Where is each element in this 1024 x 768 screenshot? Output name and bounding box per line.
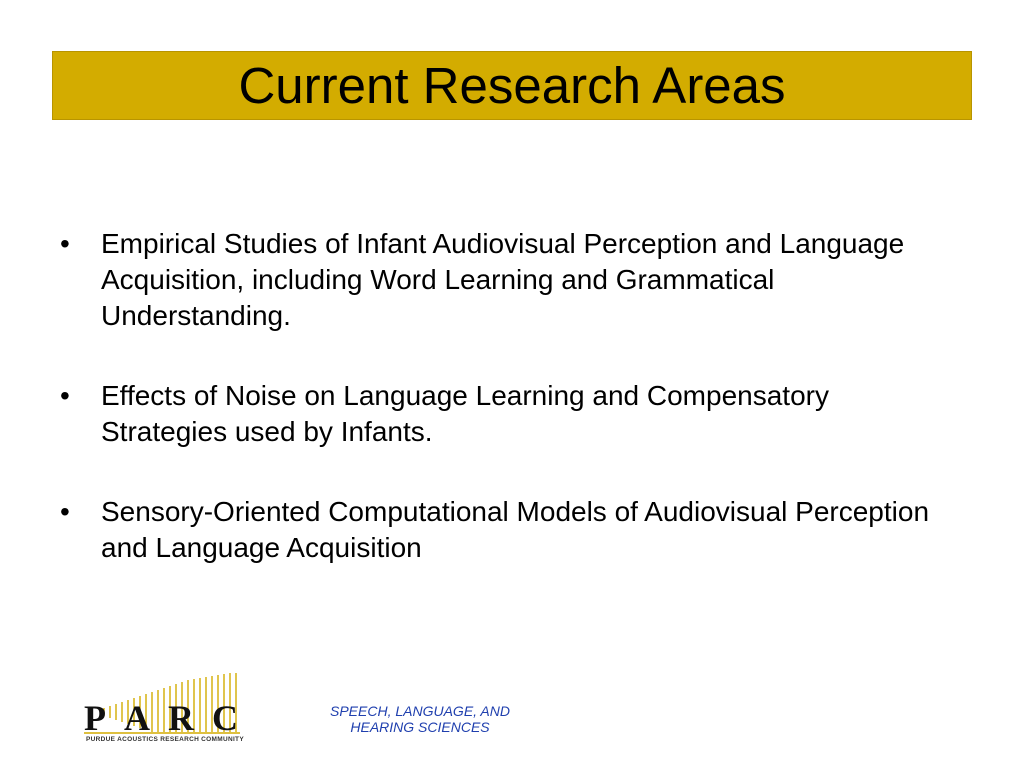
department-line: HEARING SCIENCES xyxy=(350,719,490,735)
logo-subtitle: PURDUE ACOUSTICS RESEARCH COMMUNITY xyxy=(86,736,244,743)
bullet-text: Effects of Noise on Language Learning and Compensatory Strategies used by Infants. xyxy=(101,380,829,447)
logo-letter: R xyxy=(168,698,194,738)
department-label xyxy=(300,703,540,735)
bullet-item xyxy=(60,494,960,566)
bullet-text: Empirical Studies of Infant Audiovisual Perception and Language Acquisition, including Word Learning and Grammatical Understanding. xyxy=(101,228,905,331)
bullet-text: Sensory-Oriented Computational Models of Audiovisual Perception and Language Acquisition xyxy=(101,496,930,563)
department-line: SPEECH, LANGUAGE, AND xyxy=(330,703,510,719)
bullet-item xyxy=(60,226,960,334)
slide-title: Current Research Areas xyxy=(238,57,786,114)
bullet-item xyxy=(60,378,960,450)
bullet-dot: • xyxy=(60,228,70,259)
logo-letter: A xyxy=(124,698,150,738)
logo-letter: C xyxy=(212,698,238,738)
logo-letter: P xyxy=(84,698,106,738)
title-bar xyxy=(52,51,972,120)
bullet-dot: • xyxy=(60,496,70,527)
bullet-dot: • xyxy=(60,380,70,411)
bullet-list xyxy=(60,226,960,610)
parc-logo xyxy=(84,672,244,748)
logo-wordmark xyxy=(84,697,238,739)
